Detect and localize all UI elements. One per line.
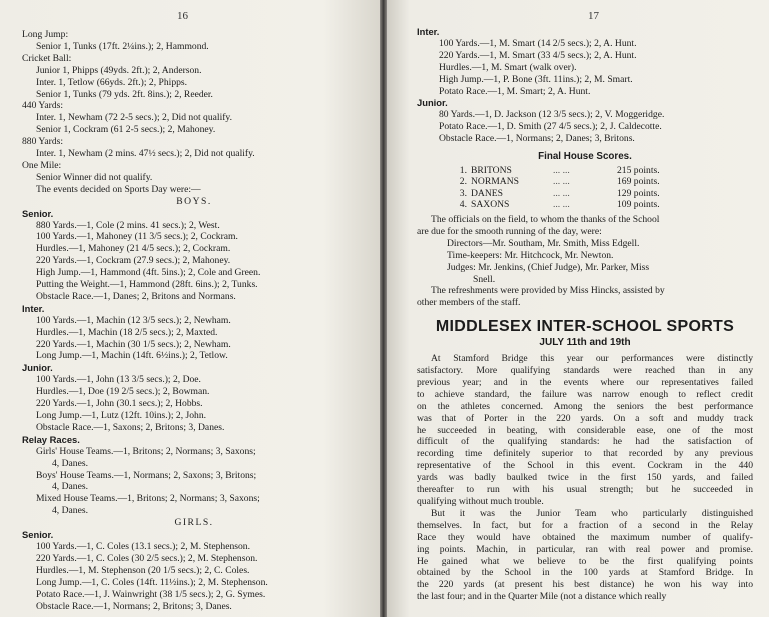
article-paragraph bbox=[417, 353, 753, 508]
text-line: Long Jump.—1, C. Coles (14ft. 11½ins.); 2, M. Stephenson. bbox=[36, 576, 268, 588]
text-line: Obstacle Race.—1, Danes; 2, Britons and Normans. bbox=[36, 290, 236, 302]
score-points: 129 points. bbox=[617, 187, 660, 199]
score-num: 2. bbox=[459, 176, 467, 188]
text-line: 220 Yards.—1, Machin (30 1/5 secs.); 2, Newham. bbox=[36, 338, 231, 350]
text-line: Long Jump.—1, Machin (14ft. 6½ins.); 2, Tetlow. bbox=[36, 350, 228, 362]
paragraph-line: obtained by the School in the 100 yards at Stamford Bridge. In bbox=[417, 567, 753, 579]
text-line: 4, Danes. bbox=[52, 481, 88, 493]
section-heading: Senior. bbox=[22, 207, 54, 219]
paragraph-line: thereafter to run with his usual strength; but he succeeded in bbox=[417, 484, 753, 496]
text-line: 220 Yards.—1, C. Coles (30 2/5 secs.); 2, M. Stephenson. bbox=[36, 552, 258, 564]
score-row bbox=[447, 188, 664, 200]
score-dots: ... ... bbox=[553, 187, 570, 199]
text-line: 440 Yards: bbox=[22, 100, 64, 112]
text-line: Snell. bbox=[473, 273, 496, 285]
officials-section bbox=[417, 214, 753, 309]
paragraph-line: recording time definitely superior to that recorded by any previous bbox=[417, 448, 753, 460]
category-heading: BOYS. bbox=[176, 195, 212, 207]
text-line: 100 Yards.—1, M. Smart (14 2/5 secs.); 2, A. Hunt. bbox=[439, 37, 637, 49]
text-line: Potato Race.—1, J. Wainwright (38 1/5 secs.); 2, G. Symes. bbox=[36, 588, 266, 600]
text-line: other members of the staff. bbox=[417, 297, 521, 309]
text-line: 100 Yards.—1, Machin (12 3/5 secs.); 2, Newham. bbox=[36, 314, 231, 326]
score-row bbox=[447, 165, 664, 177]
paragraph-line: the 220 yards (at present his best distance) he won his way into bbox=[417, 579, 753, 591]
results-girls-continued bbox=[417, 26, 753, 145]
scores-heading: Final House Scores. bbox=[538, 151, 632, 163]
text-line: Mixed House Teams.—1, Britons; 2, Normans; 3, Saxons; bbox=[36, 493, 260, 505]
paragraph-line: difficult of the qualifying standards: he had the satisfaction of bbox=[417, 436, 753, 448]
paragraph-line: At Stamford Bridge this year our performances were distinctly bbox=[431, 353, 753, 365]
text-line: Hurdles.—1, M. Stephenson (20 1/5 secs.); 2, C. Coles. bbox=[36, 564, 250, 576]
category-heading: GIRLS. bbox=[174, 517, 214, 529]
left-page-text bbox=[22, 29, 366, 612]
text-line: High Jump.—1, Hammond (4ft. 5ins.); 2, Cole and Green. bbox=[36, 267, 261, 279]
paragraph-line: on the athletes concerned. Among the seniors the best performance bbox=[417, 400, 753, 412]
score-house: BRITONS bbox=[471, 164, 512, 176]
text-line: 100 Yards.—1, C. Coles (13.1 secs.); 2, M. Stephenson. bbox=[36, 540, 250, 552]
text-line: The events decided on Sports Day were:— bbox=[36, 183, 201, 195]
paragraph-line: Race they would have obtained the maximum number of qualify- bbox=[417, 531, 753, 543]
text-line: Hurdles.—1, Machin (18 2/5 secs.); 2, Maxted. bbox=[36, 326, 218, 338]
score-dots: ... ... bbox=[553, 164, 570, 176]
article-date: JULY 11th and 19th bbox=[539, 337, 631, 349]
text-line: Obstacle Race.—1, Saxons; 2, Britons; 3, Danes. bbox=[36, 421, 225, 433]
text-line: Inter. 1, Newham (72 2-5 secs.); 2, Did not qualify. bbox=[36, 112, 233, 124]
text-line: Inter. 1, Tetlow (66yds. 2ft.); 2, Phipps. bbox=[36, 76, 188, 88]
text-line: Potato Race.—1, M. Smart; 2, A. Hunt. bbox=[439, 85, 591, 97]
text-line: Girls' House Teams.—1, Britons; 2, Normans; 3, Saxons; bbox=[36, 445, 256, 457]
text-line: The officials on the field, to whom the thanks of the School bbox=[431, 213, 660, 225]
paragraph-line: the last four; and in the Quarter Mile (not a distance which really bbox=[417, 591, 667, 603]
text-line: Judges: Mr. Jenkins, (Chief Judge), Mr. Parker, Miss bbox=[447, 261, 650, 273]
section-heading: Junior. bbox=[22, 362, 53, 374]
text-line: Inter. 1, Newham (2 mins. 47½ secs.); 2, Did not qualify. bbox=[36, 148, 255, 160]
text-line: are due for the smooth running of the day, were: bbox=[417, 225, 602, 237]
text-line: Junior 1, Phipps (49yds. 2ft.); 2, Anderson. bbox=[36, 64, 202, 76]
paragraph-line: qualifying without much trouble. bbox=[417, 496, 544, 507]
paragraph-line: themselves. In fact, but for a fraction of a second in the Relay bbox=[417, 519, 753, 531]
page-number: 17 bbox=[588, 10, 599, 22]
paragraph-line: ing points. Machin, in particular, ran with real power and promise. bbox=[417, 543, 753, 555]
section-heading: Relay Races. bbox=[22, 433, 80, 445]
score-num: 3. bbox=[459, 187, 467, 199]
text-line: High Jump.—1, P. Bone (3ft. 11ins.); 2, M. Smart. bbox=[439, 73, 633, 85]
score-dots: ... ... bbox=[553, 199, 570, 211]
text-line: Time-keepers: Mr. Hitchcock, Mr. Newton. bbox=[447, 249, 614, 261]
text-line: Obstacle Race.—1, Normans; 2, Danes; 3, Britons. bbox=[439, 133, 635, 145]
text-line: Long Jump.—1, Lutz (12ft. 10ins.); 2, John. bbox=[36, 410, 207, 421]
section-heading: Junior. bbox=[417, 97, 448, 109]
score-points: 215 points. bbox=[617, 164, 660, 176]
article-title: MIDDLESEX INTER-SCHOOL SPORTS bbox=[435, 318, 735, 336]
text-line: Senior 1, Tunks (17ft. 2¼ins.); 2, Hammond. bbox=[36, 40, 209, 52]
right-page-text bbox=[417, 26, 753, 603]
section-heading: Senior. bbox=[22, 529, 54, 541]
section-heading: Inter. bbox=[417, 26, 440, 37]
paragraph-line: representative of the School in this event. Cockram in the 440 bbox=[417, 460, 753, 472]
text-line: The refreshments were provided by Miss Hincks, assisted by bbox=[431, 285, 665, 297]
score-points: 109 points. bbox=[617, 199, 660, 211]
text-line: 100 Yards.—1, Mahoney (11 3/5 secs.); 2, Cockram. bbox=[36, 231, 238, 243]
text-line: Hurdles.—1, M. Smart (walk over). bbox=[439, 61, 577, 73]
score-points: 169 points. bbox=[617, 176, 660, 188]
text-line: 220 Yards.—1, M. Smart (33 4/5 secs.); 2, A. Hunt. bbox=[439, 49, 637, 61]
article-paragraph bbox=[417, 508, 753, 603]
text-line: Obstacle Race.—1, Normans; 2, Britons; 3, Danes. bbox=[36, 600, 232, 612]
text-line: 100 Yards.—1, John (13 3/5 secs.); 2, Doe. bbox=[36, 374, 201, 386]
right-page bbox=[387, 0, 769, 617]
book-gutter bbox=[380, 0, 387, 617]
score-house: DANES bbox=[471, 187, 503, 199]
score-house: NORMANS bbox=[471, 176, 519, 188]
paragraph-line: He gained what we believe to be the first qualifying points bbox=[417, 555, 753, 567]
paragraph-line: to achieve standard, the failure was narrow enough to reflect credit bbox=[417, 388, 753, 400]
paragraph-line: satisfactory. More qualifying standards were reached than in any bbox=[417, 365, 753, 377]
house-scores-table bbox=[447, 165, 664, 211]
paragraph-line: But it was the Junior Team who particularly distinguished bbox=[431, 507, 753, 519]
text-line: 4, Danes. bbox=[52, 457, 88, 469]
text-line: Senior Winner did not qualify. bbox=[36, 171, 153, 183]
text-line: 220 Yards.—1, Cockram (27.9 secs.); 2, Mahoney. bbox=[36, 255, 231, 267]
paragraph-line: previous year; and in the events where our representatives failed bbox=[417, 376, 753, 388]
text-line: 220 Yards.—1, John (30.1 secs.); 2, Hobbs. bbox=[36, 398, 203, 410]
score-num: 4. bbox=[459, 199, 467, 211]
score-house: SAXONS bbox=[471, 199, 510, 211]
page-number: 16 bbox=[177, 10, 188, 22]
text-line: Cricket Ball: bbox=[22, 52, 72, 64]
score-row bbox=[447, 199, 664, 211]
score-row bbox=[447, 176, 664, 188]
text-line: Hurdles.—1, Doe (19 2/5 secs.); 2, Bowman. bbox=[36, 386, 210, 398]
text-line: Boys' House Teams.—1, Normans; 2, Saxons; 3, Britons; bbox=[36, 469, 257, 481]
text-line: 4, Danes. bbox=[52, 505, 88, 517]
text-line: Senior 1, Tunks (79 yds. 2ft. 8ins.); 2, Reeder. bbox=[36, 88, 213, 100]
text-line: Directors—Mr. Southam, Mr. Smith, Miss Edgell. bbox=[447, 237, 640, 249]
section-heading: Inter. bbox=[22, 302, 45, 314]
paragraph-line: he succeeded in beating, with considerable ease, one of the most bbox=[417, 424, 753, 436]
score-num: 1. bbox=[459, 164, 467, 176]
text-line: One Mile: bbox=[22, 159, 62, 171]
score-dots: ... ... bbox=[553, 176, 570, 188]
paragraph-line: was that of Porter in the 220 yards. On a soft and muddy track bbox=[417, 412, 753, 424]
text-line: 880 Yards.—1, Cole (2 mins. 41 secs.); 2, West. bbox=[36, 219, 220, 231]
text-line: Senior 1, Cockram (61 2-5 secs.); 2, Mahoney. bbox=[36, 124, 216, 136]
paragraph-line: yards was badly baulked twice in the first 150 yards, and failed bbox=[417, 472, 753, 484]
text-line: Potato Race.—1, D. Smith (27 4/5 secs.); 2, J. Caldecotte. bbox=[439, 121, 662, 133]
left-page bbox=[0, 0, 380, 617]
text-line: 880 Yards: bbox=[22, 136, 64, 148]
text-line: Long Jump: bbox=[22, 29, 69, 40]
text-line: Putting the Weight.—1, Hammond (28ft. 6ins.); 2, Tunks. bbox=[36, 279, 258, 291]
text-line: Hurdles.—1, Mahoney (21 4/5 secs.); 2, Cockram. bbox=[36, 243, 231, 255]
text-line: 80 Yards.—1, D. Jackson (12 3/5 secs.); 2, V. Moggeridge. bbox=[439, 109, 665, 121]
